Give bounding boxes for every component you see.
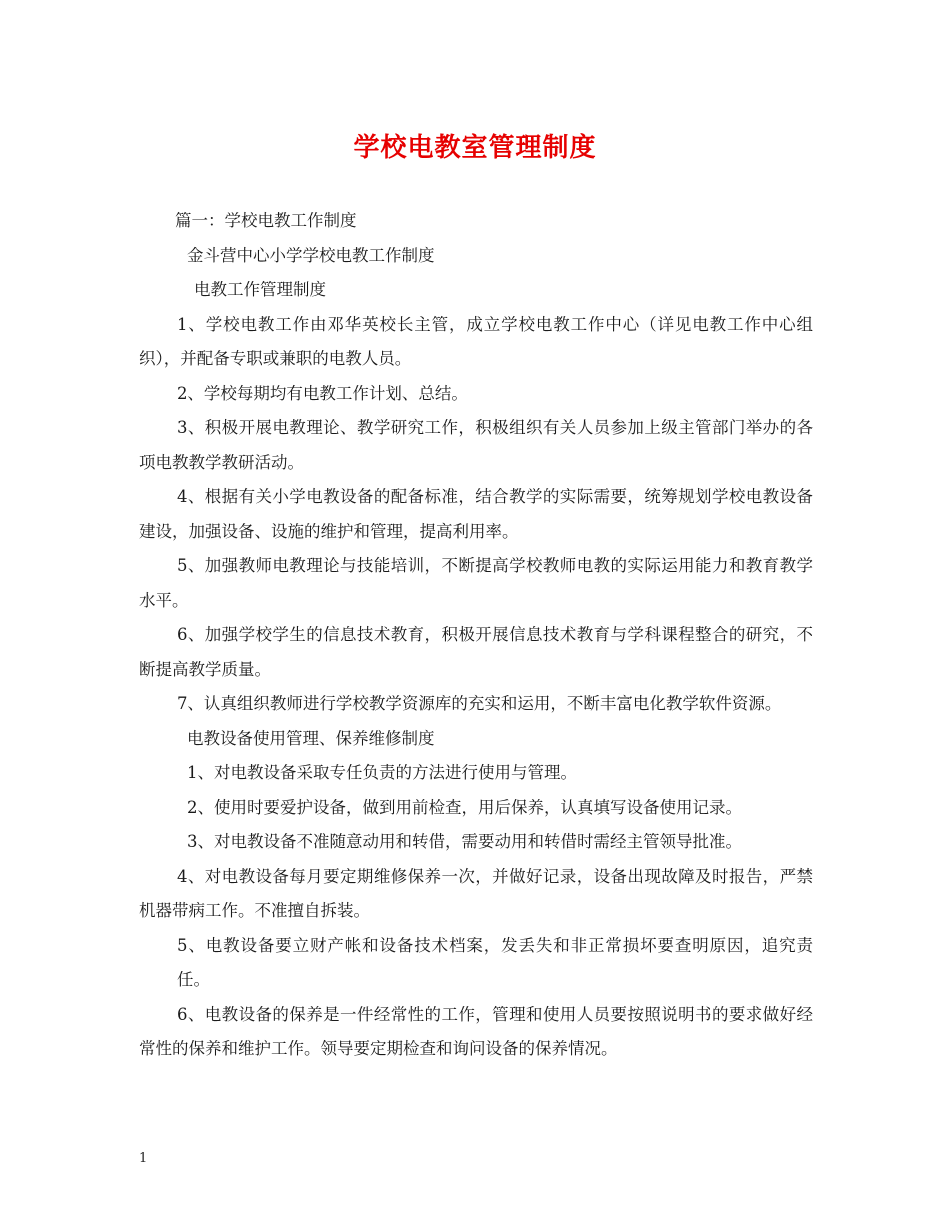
sub-heading-equipment-management: 电教设备使用管理、保养维修制度 <box>187 728 435 748</box>
equipment-rule-5: 5、电教设备要立财产帐和设备技术档案，发丢失和非正常损坏要查明原因，追究责任。 <box>177 935 813 989</box>
document-title: 学校电教室管理制度 <box>353 133 597 163</box>
sub-heading-work-management: 电教工作管理制度 <box>194 280 326 299</box>
document-body <box>139 204 813 1067</box>
work-rule-7: 7、认真组织教师进行学校教学资源库的充实和运用，不断丰富电化教学软件资源。 <box>176 694 782 713</box>
equipment-rule-3: 3、对电教设备不准随意动用和转借，需要动用和转借时需经主管领导批准。 <box>187 832 742 851</box>
work-rule-4: 4、根据有关小学电教设备的配备标准，结合教学的实际需要，统筹规划学校电教设备建设，加强设备、设施的维护和管理，提高利用率。 <box>139 487 813 541</box>
section-heading: 篇一：学校电教工作制度 <box>175 211 357 230</box>
work-rule-5: 5、加强教师电教理论与技能培训，不断提高学校教师电教的实际运用能力和教育教学水平。 <box>139 556 813 610</box>
work-rule-1: 1、学校电教工作由邓华英校长主管，成立学校电教工作中心（详见电教工作中心组织），并配备专职或兼职的电教人员。 <box>139 314 813 368</box>
work-rule-6: 6、加强学校学生的信息技术教育，积极开展信息技术教育与学科课程整合的研究，不断提高教学质量。 <box>139 625 813 679</box>
equipment-rule-6: 6、电教设备的保养是一件经常性的工作，管理和使用人员要按照说明书的要求做好经常性的保养和维护工作。领导要定期检查和询问设备的保养情况。 <box>139 1004 813 1058</box>
equipment-rule-2: 2、使用时要爱护设备，做到用前检查，用后保养，认真填写设备使用记录。 <box>187 797 742 817</box>
page-number: 1 <box>139 1151 148 1166</box>
school-heading: 金斗营中心小学学校电教工作制度 <box>187 245 435 265</box>
equipment-rule-1: 1、对电教设备采取专任负责的方法进行使用与管理。 <box>187 763 577 782</box>
work-rule-3: 3、积极开展电教理论、教学研究工作，积极组织有关人员参加上级主管部门举办的各项电教教学教研活动。 <box>139 418 813 472</box>
work-rule-2: 2、学校每期均有电教工作计划、总结。 <box>176 383 468 403</box>
equipment-rule-4: 4、对电教设备每月要定期维修保养一次，并做好记录，设备出现故障及时报告，严禁机器带病工作。不准擅自拆装。 <box>139 866 813 920</box>
